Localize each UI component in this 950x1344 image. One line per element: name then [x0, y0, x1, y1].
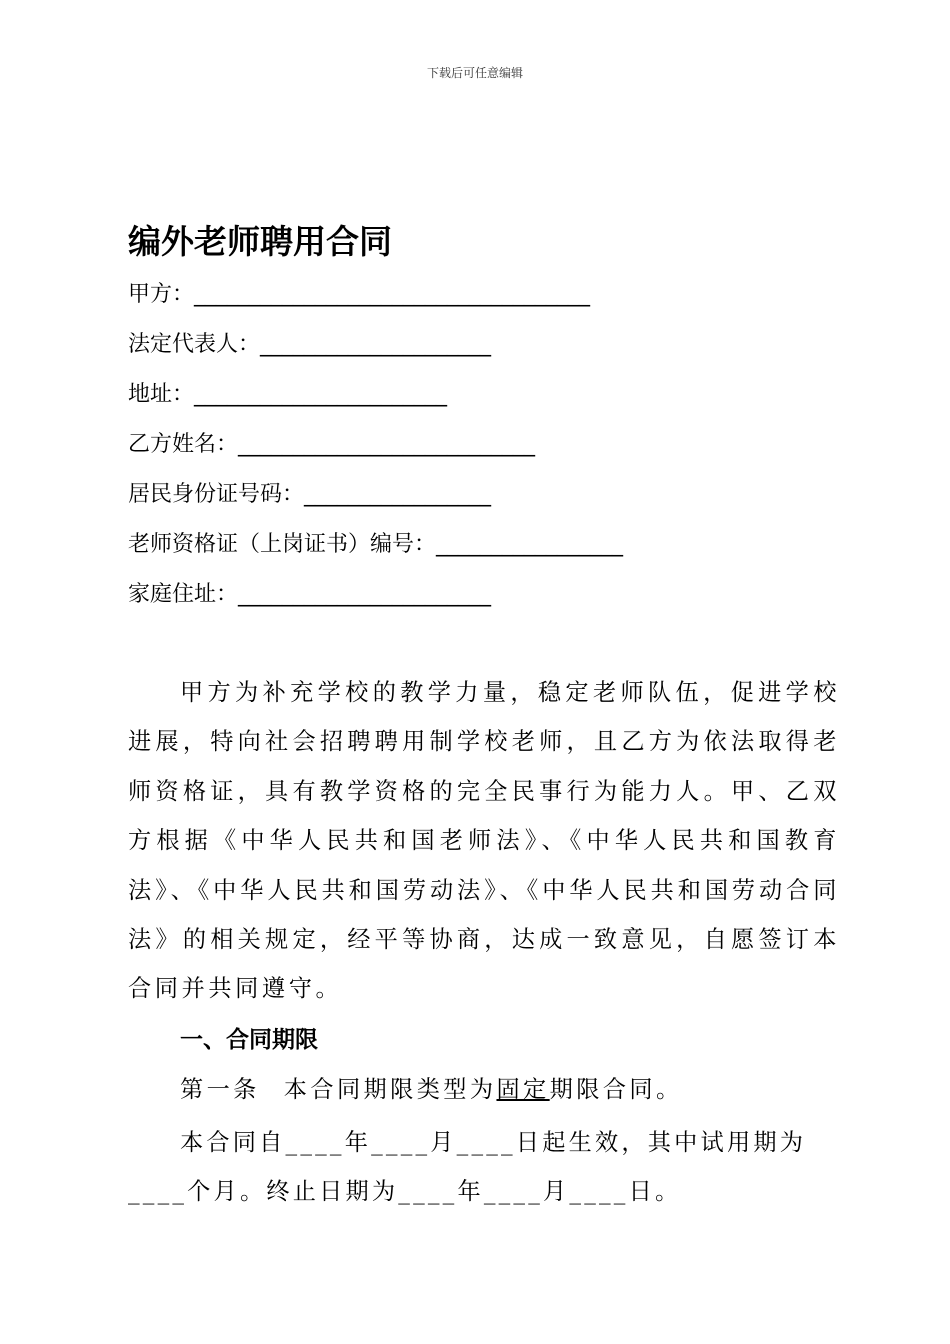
field-id-number	[128, 476, 848, 526]
field-teacher-certificate-number	[128, 526, 848, 576]
term-dates-paragraph: 本合同自____年____月____日起生效，其中试用期为____个月。终止日期为____年____月____日。	[128, 1129, 807, 1206]
field-blank: _________________	[304, 482, 492, 507]
field-label: 老师资格证（上岗证书）编号：	[128, 532, 437, 557]
field-label: 法定代表人：	[128, 332, 261, 357]
field-legal-representative	[128, 326, 848, 376]
field-blank: _________________	[436, 532, 624, 557]
article-1-suffix: 期限合同。	[549, 1076, 683, 1103]
field-blank: ____________________________________	[194, 282, 591, 307]
preamble-paragraph: 甲方为补充学校的教学力量，稳定老师队伍，促进学校进展，特向社会招聘聘用制学校老师，且乙方为依法取得老师资格证，具有教学资格的完全民事行为能力人。甲、乙双方根据《中华人民共和国老师法》、《中华人民共和国教育法》、《中华人民共和国劳动法》、《中华人民共和国劳动合同法》的相关规定，经平等协商，达成一致意见，自愿签订本合同并共同遵守。	[128, 679, 840, 1003]
party-field-list	[128, 276, 848, 626]
article-1-prefix: 本合同期限类型为	[283, 1076, 497, 1103]
article-label: 第一条	[180, 1076, 260, 1103]
field-home-address	[128, 576, 848, 626]
field-blank: ___________________________	[238, 432, 536, 457]
preamble-block	[128, 668, 840, 1014]
article-1-term-type: 固定	[496, 1076, 550, 1103]
term-dates-block	[128, 1118, 840, 1217]
field-blank: _______________________	[238, 582, 492, 607]
field-label: 甲方：	[128, 282, 195, 307]
field-party-b-name	[128, 426, 848, 476]
article-1	[180, 1068, 683, 1112]
field-label: 家庭住址：	[128, 582, 239, 607]
field-label: 乙方姓名：	[128, 432, 239, 457]
document-title: 编外老师聘用合同	[128, 222, 392, 261]
field-blank: _______________________	[194, 382, 448, 407]
field-label: 居民身份证号码：	[128, 482, 305, 507]
field-address	[128, 376, 848, 426]
field-party-a	[128, 276, 848, 326]
page-header-note: 下载后可任意编辑	[426, 66, 523, 80]
field-label: 地址：	[128, 382, 195, 407]
section-heading-contract-term: 一、合同期限	[180, 1027, 318, 1053]
field-blank: _____________________	[260, 332, 492, 357]
